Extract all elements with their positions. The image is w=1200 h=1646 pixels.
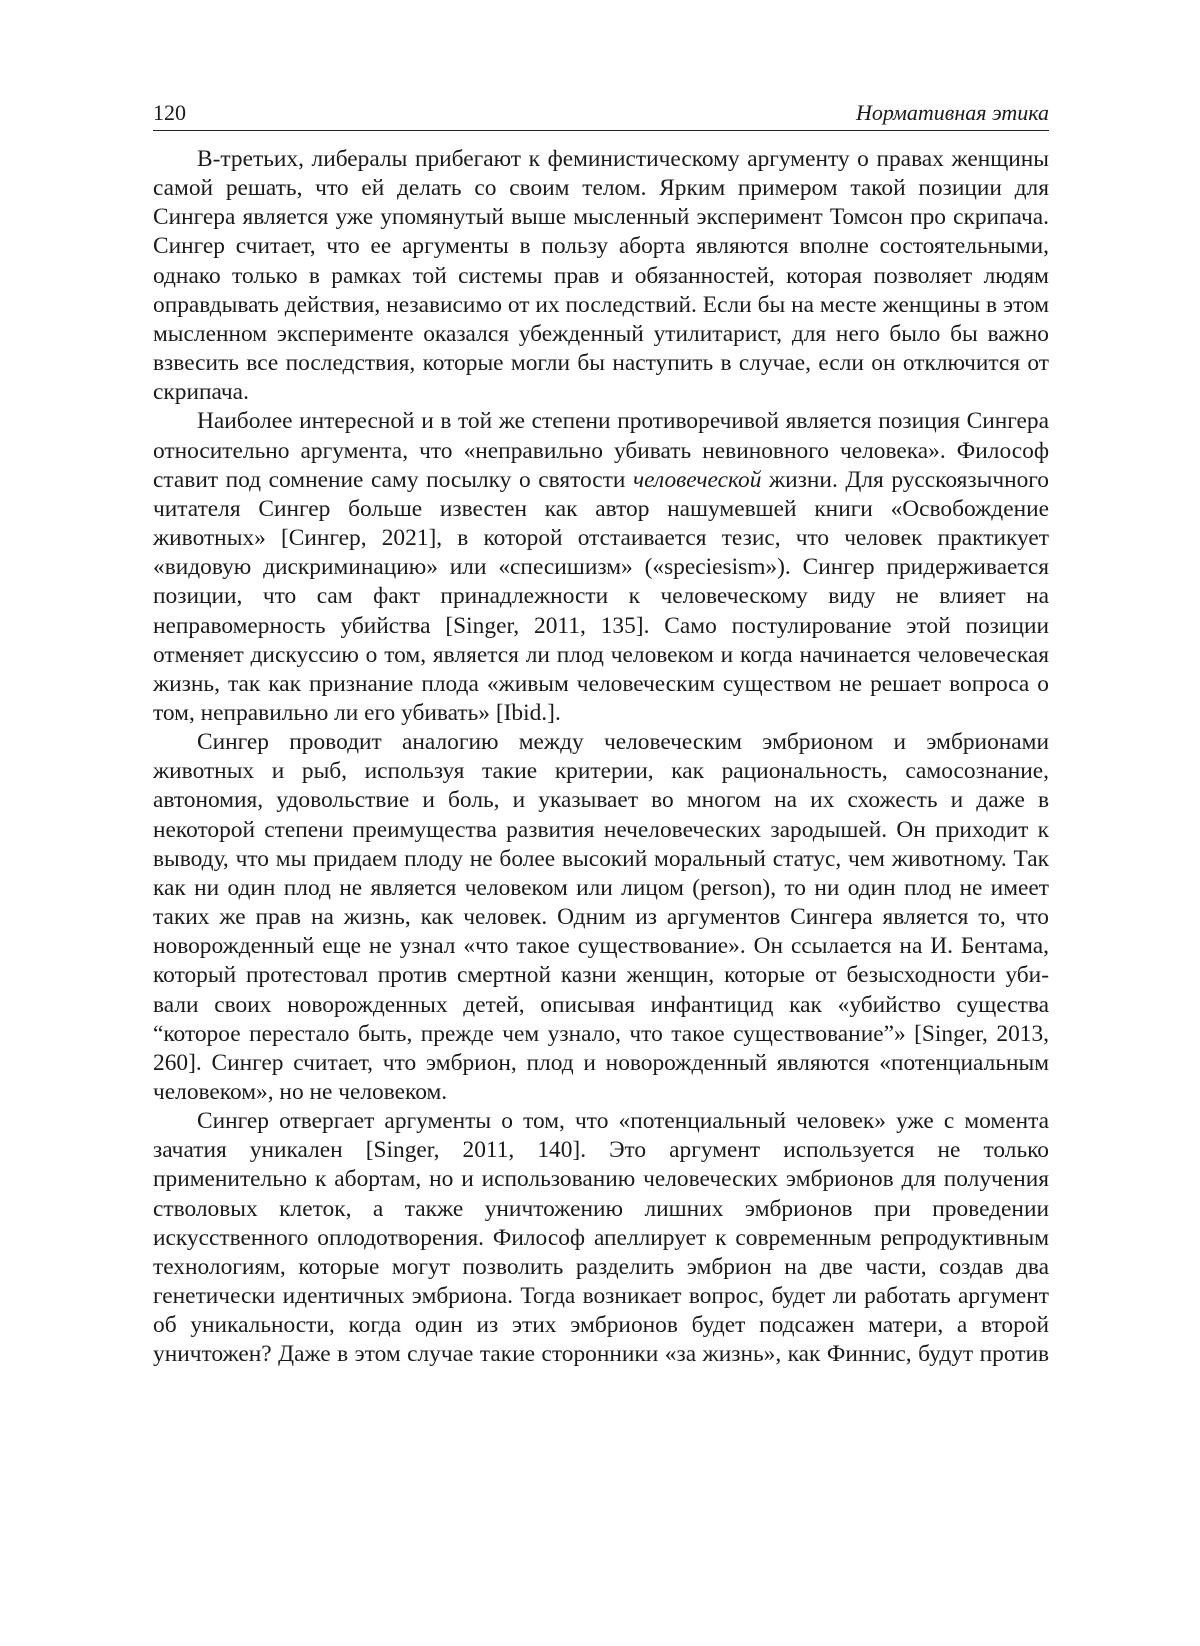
page-number: 120: [153, 100, 186, 125]
paragraph-2-part-1: Наиболее интересной и в той же степени противоречивой является позиция Сингера относительно аргумента, что «неправильно убивать невиновного человека». Философ ставит под сомнение саму посылку о святости: [153, 408, 1049, 493]
paragraph-3: Сингер проводит аналогию между человеческим эмбрионом и эмбрионами животных и рыб, используя такие критерии, как рациональность, самосознание, автономия, удовольствие и боль, и указывает во многом на их схожесть и даже в некоторой степени преимущества развития нечеловеческих зародышей. Он приходит к выводу, что мы придаем плоду не более высокий моральный статус, чем животному. Так как ни один плод не является человеком или лицом (person), то ни один плод не имеет таких же прав на жизнь, как человек. Одним из аргументов Сингера является то, что новорожденный еще не узнал «что такое существование». Он ссылается на И. Бентама, который протестовал против смертной казни женщин, которые от безысходности убивали своих новорожденных детей, описывая инфантицид как «убийство существа “которое перестало быть, прежде чем узнало, что такое существование”» [Singer, 2013, 260]. Сингер считает, что эмбрион, плод и новорожденный являются «потенциальным человеком», но не человеком.: [153, 729, 1049, 1105]
paragraph-2-part-2: жизни. Для русскоязычного читателя Сингер больше известен как автор нашумевшей книги «Освобождение животных» [Сингер, 2021], в которой отстаивается тезис, что человек практикует «видовую дискриминацию» или «спесишизм» («speciesism»). Сингер придерживается позиции, что сам факт принадлежности к человеческому виду не влияет на неправомерность убийства [Singer, 2011, 135]. Само постулирование этой позиции отменяет дискуссию о том, является ли плод человеком и когда начинается человеческая жизнь, так как признание плода «живым человеческим существом не решает вопроса о том, неправильно ли его убивать» [Ibid.].: [153, 466, 1050, 726]
book-page: [153, 100, 1049, 1370]
paragraph-2: [153, 407, 1049, 728]
paragraph-2-emphasis: человеческой: [633, 466, 762, 493]
paragraph-1: В-третьих, либералы прибегают к феминистическому аргументу о правах женщины самой решать, что ей делать со своим телом. Ярким примером такой позиции для Сингера является уже упомянутый выше мысленный эксперимент Томсон про скрипача. Сингер считает, что ее аргументы в пользу аборта являются вполне состоятельными, однако только в рамках той системы прав и обязанностей, которая позволяет людям оправдывать действия, независимо от их последствий. Если бы на месте женщины в этом мысленном эксперименте оказался убежденный утилитарист, для него было бы важно взвесить все последствия, которые могли бы наступить в случае, если он отключится от скрипача.: [153, 146, 1049, 406]
section-title: Нормативная этика: [856, 100, 1049, 125]
running-head: [153, 100, 1049, 131]
paragraph-4: Сингер отвергает аргументы о том, что «потенциальный человек» уже с момента зачатия уникален [Singer, 2011, 140]. Это аргумент используется не только применительно к абортам, но и использованию человеческих эмбрионов для получения стволовых клеток, а также уничтожению лишних эмбрионов при проведении искусственного оплодотворения. Философ апеллирует к современным репродуктивным технологиям, которые могут позволить разделить эмбрион на две части, создав два генетически идентичных эмбриона. Тогда возникает вопрос, будет ли работать аргумент об уникальности, когда один из этих эмбрионов будет подсажен матери, а второй уничтожен? Даже в этом случае такие сторонники «за жизнь», как Финнис, будут против: [153, 1108, 1049, 1368]
body-text: [153, 145, 1049, 1370]
